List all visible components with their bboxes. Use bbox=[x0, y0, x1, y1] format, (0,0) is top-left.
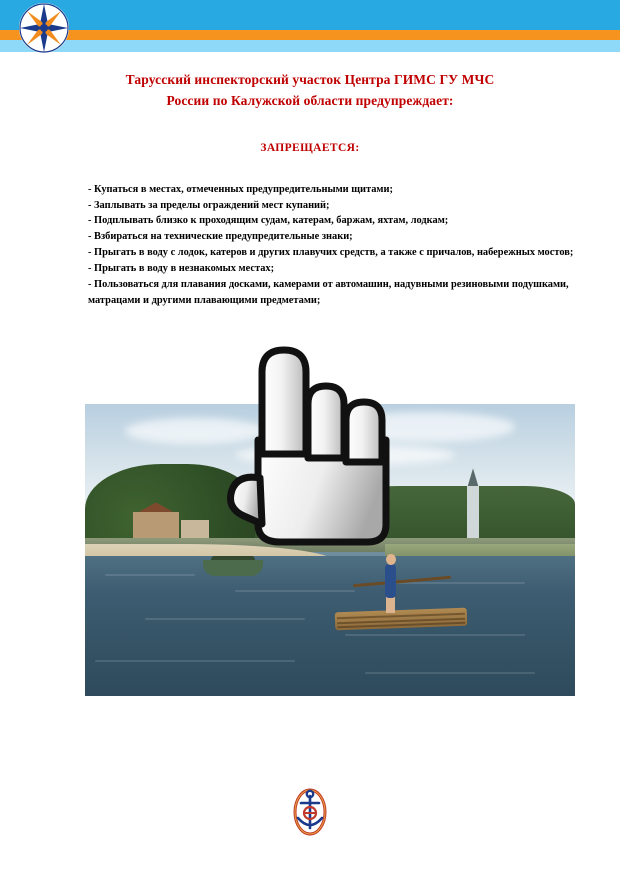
water-shimmer bbox=[105, 574, 195, 576]
header-band-blue bbox=[0, 0, 620, 30]
prohibited-heading: ЗАПРЕЩАЕТСЯ: bbox=[260, 141, 360, 154]
rule-item: - Пользоваться для плавания досками, камерами от автомашин, надувными резиновыми подушками, матрацами и другими плавающими предметами; bbox=[88, 278, 569, 306]
rule-item: - Купаться в местах, отмеченных предупредительными щитами; bbox=[88, 183, 393, 195]
house bbox=[133, 512, 179, 538]
emercom-star-emblem bbox=[18, 2, 70, 54]
page-header bbox=[0, 0, 620, 58]
rule-item: - Прыгать в воду с лодок, катеров и других плавучих средств, а также с причалов, набережных мостов; bbox=[88, 247, 574, 259]
document-body bbox=[0, 70, 620, 748]
person-legs bbox=[386, 595, 395, 613]
rule-item: - Заплывать за пределы ограждений мест купаний; bbox=[88, 199, 330, 211]
title-line-2: России по Калужской области предупреждает: bbox=[166, 92, 454, 108]
page-footer bbox=[0, 786, 620, 843]
hand-pointer-cursor bbox=[218, 328, 408, 558]
header-band-light-blue bbox=[0, 40, 620, 52]
water-shimmer bbox=[345, 634, 525, 636]
house-secondary bbox=[181, 520, 209, 538]
illustration bbox=[0, 328, 620, 748]
page-title bbox=[0, 70, 620, 112]
person-body bbox=[385, 564, 396, 598]
moored-boat bbox=[203, 560, 263, 576]
header-band-white bbox=[0, 52, 620, 58]
rule-item: - Прыгать в воду в незнакомых местах; bbox=[88, 262, 275, 274]
title-line-1: Тарусский инспекторский участок Центра ГИМС ГУ МЧС bbox=[125, 72, 495, 87]
rules-list bbox=[88, 182, 594, 309]
header-band-orange bbox=[0, 30, 620, 40]
water-shimmer bbox=[365, 672, 535, 674]
rule-item: - Взбираться на технические предупредительные знаки; bbox=[88, 231, 353, 243]
water-shimmer bbox=[145, 618, 305, 620]
water-shimmer bbox=[95, 660, 295, 662]
water-shimmer bbox=[235, 590, 355, 592]
gims-anchor-emblem bbox=[288, 786, 332, 838]
church-tower bbox=[467, 486, 479, 540]
river-water bbox=[85, 556, 575, 696]
bottom-bar bbox=[0, 873, 620, 877]
rule-item: - Подплывать близко к проходящим судам, катерам, баржам, яхтам, лодкам; bbox=[88, 215, 449, 227]
